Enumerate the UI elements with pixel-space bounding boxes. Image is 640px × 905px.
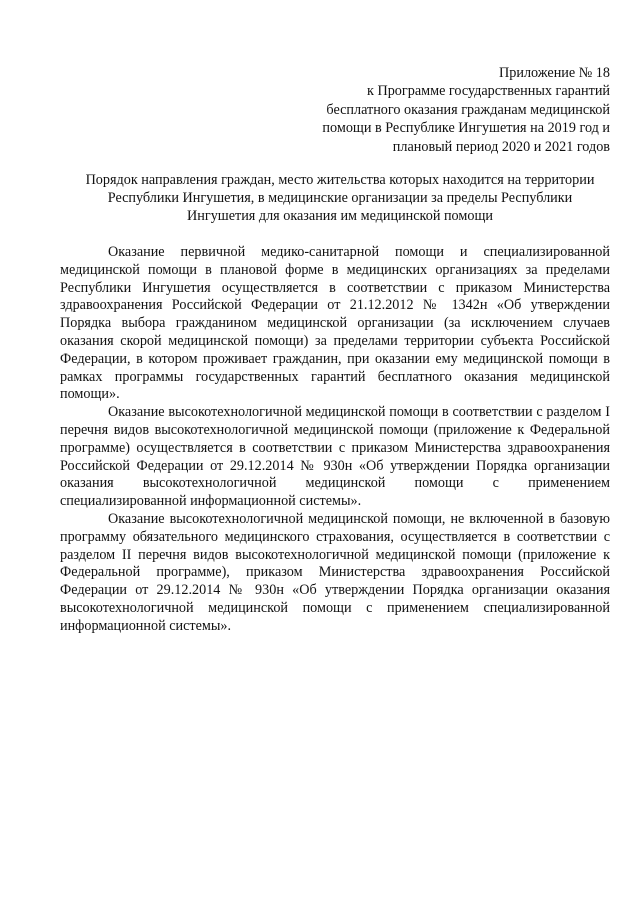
appendix-line: к Программе государственных гарантий xyxy=(367,83,610,100)
document-body xyxy=(60,244,610,636)
appendix-header xyxy=(250,64,610,156)
document-title xyxy=(60,172,620,225)
appendix-line: помощи в Республике Ингушетия на 2019 год и xyxy=(322,120,610,137)
title-line: Республики Ингушетия, в медицинские организации за пределы Республики xyxy=(107,189,573,206)
appendix-line: Приложение № 18 xyxy=(499,65,610,81)
title-line: Порядок направления граждан, место жительства которых находится на территории xyxy=(85,172,595,188)
appendix-line: бесплатного оказания гражданам медицинской xyxy=(326,101,610,118)
appendix-line: плановый период 2020 и 2021 годов xyxy=(392,138,610,155)
paragraph-high-tech-section-1: Оказание высокотехнологичной медицинской помощи в соответствии с разделом I перечня видов высокотехнологичной медицинской помощи (приложение к Федеральной программе) осуществляется в соответствии с приказом Министерства здравоохранения Российской Федерации от 29.12.2014 № 930н «Об утверждении Порядка организации оказания высокотехнологичной медицинской помощи с применением специализированной информационной системы». xyxy=(60,404,610,510)
paragraph-high-tech-section-2: Оказание высокотехнологичной медицинской помощи, не включенной в базовую программу обязательного медицинского страхования, осуществляется в соответствии с разделом II перечня видов высокотехнологичной медицинской помощи (приложение к Федеральной программе), приказом Министерства здравоохранения Российской Федерации от 29.12.2014 № 930н «Об утверждении Порядка организации оказания высокотехнологичной медицинской помощи с применением специализированной информационной системы». xyxy=(60,510,610,634)
paragraph-primary-care: Оказание первичной медико-санитарной помощи и специализированной медицинской помощи в плановой форме в медицинских организациях за пределами Республики Ингушетия осуществляется в соответствии с приказом Министерства здравоохранения Российской Федерации от 21.12.2012 № 1342н «Об утверждении Порядка выбора гражданином медицинской организации (за исключением случаев оказания скорой медицинской помощи) за пределами территории субъекта Российской Федерации, в котором проживает гражданин, при оказании ему медицинской помощи в рамках программы государственных гарантий бесплатного оказания медицинской помощи». xyxy=(60,244,610,403)
title-line: Ингушетия для оказания им медицинской помощи xyxy=(187,207,493,224)
